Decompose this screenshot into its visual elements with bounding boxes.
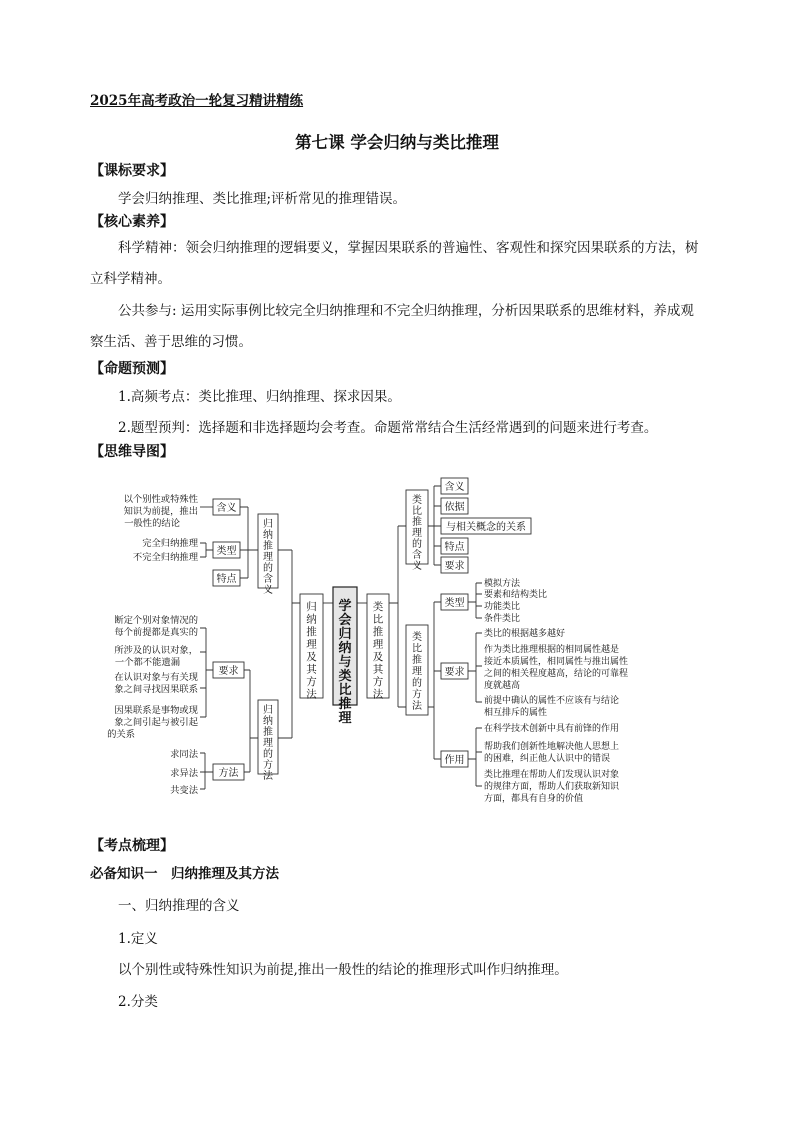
node-inductive-method-label: 归纳推理的方法 [263, 705, 273, 782]
node-l-leixing-label: 类型 [216, 546, 237, 557]
literacy-science: 科学精神：领会归纳推理的逻辑要义，掌握因果联系的普遍性、客观性和探究因果联系的方法，树立科学精神。 [90, 240, 699, 287]
definition-heading: 1.定义 [118, 931, 158, 947]
leaf-text: 要素和结构类比 [484, 590, 548, 600]
definition-text: 以个别性或特殊性知识为前提,推出一般性的结论的推理形式叫作归纳推理。 [118, 962, 568, 978]
leaf-text: 接近本质属性，相同属性与推出属性 [484, 657, 629, 667]
leaf-text: 条件类比 [484, 614, 521, 624]
node-r-yaoqiu-label: 要求 [444, 561, 465, 572]
leaf-text: 求异法 [170, 768, 198, 779]
node-l-yaoqiu-label: 要求 [218, 666, 239, 677]
leaf-text: 的规律方面，帮助人们获取新知识 [484, 782, 620, 792]
leaf-text: 一个都不能遗漏 [114, 657, 180, 668]
leaf-text: 方面，都具有自身的价值 [484, 794, 584, 804]
leaf-text: 以个别性或特殊性 [123, 494, 198, 505]
series-header: 2025年高考政治一轮复习精讲精练 [90, 93, 304, 109]
leaf-text: 断定个别对象情况的 [114, 615, 198, 626]
lesson-title: 第七课 学会归纳与类比推理 [295, 133, 499, 152]
leaf-text: 之间的相关程度越高，结论的可靠程 [484, 669, 629, 679]
node-r-yiju-label: 依据 [444, 502, 465, 513]
leaf-text: 相互排斥的属性 [484, 708, 548, 718]
section-heading-mindmap: 【思维导图】 [90, 444, 174, 460]
node-r-zuoyong-label: 作用 [444, 755, 465, 766]
prediction-item-1: 1.高频考点：类比推理、归纳推理、探求因果。 [118, 389, 401, 405]
leaf-text: 象之间寻找因果联系 [114, 684, 198, 695]
leaf-text: 类比推理在帮助人们发现认识对象 [484, 770, 620, 780]
standard-text: 学会归纳推理、类比推理;评析常见的推理错误。 [118, 191, 407, 207]
leaf-text: 类比的根据越多越好 [484, 629, 566, 639]
node-l-hanyi-label: 含义 [216, 503, 237, 514]
prediction-item-2: 2.题型预判：选择题和非选择题均会考查。命题常常结合生活经常遇到的问题来进行考查。 [118, 420, 658, 436]
leaf-text: 在科学技术创新中具有前锋的作用 [484, 724, 620, 734]
node-inductive-main-label: 归纳推理及其方法 [306, 601, 317, 701]
leaf-text: 的困难，纠正他人认识中的错误 [484, 754, 611, 764]
leaf-text: 度就越高 [484, 681, 521, 691]
leaf-text: 每个前提都是真实的 [114, 627, 198, 638]
center-node-label: 学会归纳与类比推理 [338, 599, 352, 726]
node-r-tedian-label: 特点 [444, 542, 465, 553]
leaf-text: 所涉及的认识对象， [114, 645, 198, 656]
right-leaf-texts [484, 577, 628, 804]
leaf-text: 因果联系是事物或现 [114, 705, 198, 716]
left-leaf-texts [107, 493, 199, 796]
leaf-text: 的关系 [107, 729, 135, 740]
knowledge-subheading-1: 一、归纳推理的含义 [118, 898, 240, 914]
center-node [333, 587, 357, 726]
mind-map [0, 470, 794, 810]
leaf-text: 象之间引起与被引起 [114, 717, 198, 728]
leaf-text: 求同法 [170, 749, 198, 760]
knowledge-heading-1: 必备知识一 归纳推理及其方法 [90, 866, 279, 882]
node-analogy-method-label: 类比推理的方法 [412, 632, 422, 712]
node-l-tedian-label: 特点 [216, 574, 237, 585]
leaf-text: 功能类比 [484, 602, 521, 612]
section-heading-literacy: 【核心素养】 [90, 214, 174, 230]
node-inductive-meaning-label: 归纳推理的含义 [263, 519, 273, 596]
node-analogy-meaning-label: 类比推理的含义 [412, 495, 422, 572]
leaf-text: 作为类比推理根据的相同属性越是 [484, 645, 620, 655]
node-analogy-main-label: 类比推理及其方法 [372, 601, 384, 701]
literacy-participation: 公共参与: 运用实际事例比较完全归纳推理和不完全归纳推理，分析因果联系的思维材料，养成观察生活、善于思维的习惯。 [90, 303, 694, 350]
node-r-yaoqiu2-label: 要求 [444, 667, 465, 678]
node-l-fangfa-label: 方法 [218, 768, 239, 779]
node-r-leixing-label: 类型 [444, 598, 465, 609]
leaf-text: 在认识对象与有关现 [114, 672, 198, 683]
node-r-hanyi-label: 含义 [444, 482, 465, 493]
leaf-text: 一般性的结论 [124, 518, 180, 529]
section-heading-points: 【考点梳理】 [90, 838, 174, 854]
leaf-text: 完全归纳推理 [142, 538, 198, 549]
classification-heading: 2.分类 [118, 994, 158, 1010]
section-heading-standard: 【课标要求】 [90, 163, 174, 179]
leaf-text: 知识为前提，推出 [123, 506, 198, 517]
leaf-text: 模拟方法 [484, 579, 521, 589]
leaf-text: 不完全归纳推理 [132, 552, 198, 563]
leaf-text: 前提中确认的属性不应该有与结论 [484, 696, 620, 706]
leaf-text: 帮助我们创新性地解决他人思想上 [484, 742, 620, 752]
section-heading-prediction: 【命题预测】 [90, 361, 174, 377]
leaf-text: 共变法 [170, 785, 198, 796]
node-r-guanxi-label: 与相关概念的关系 [446, 522, 526, 533]
